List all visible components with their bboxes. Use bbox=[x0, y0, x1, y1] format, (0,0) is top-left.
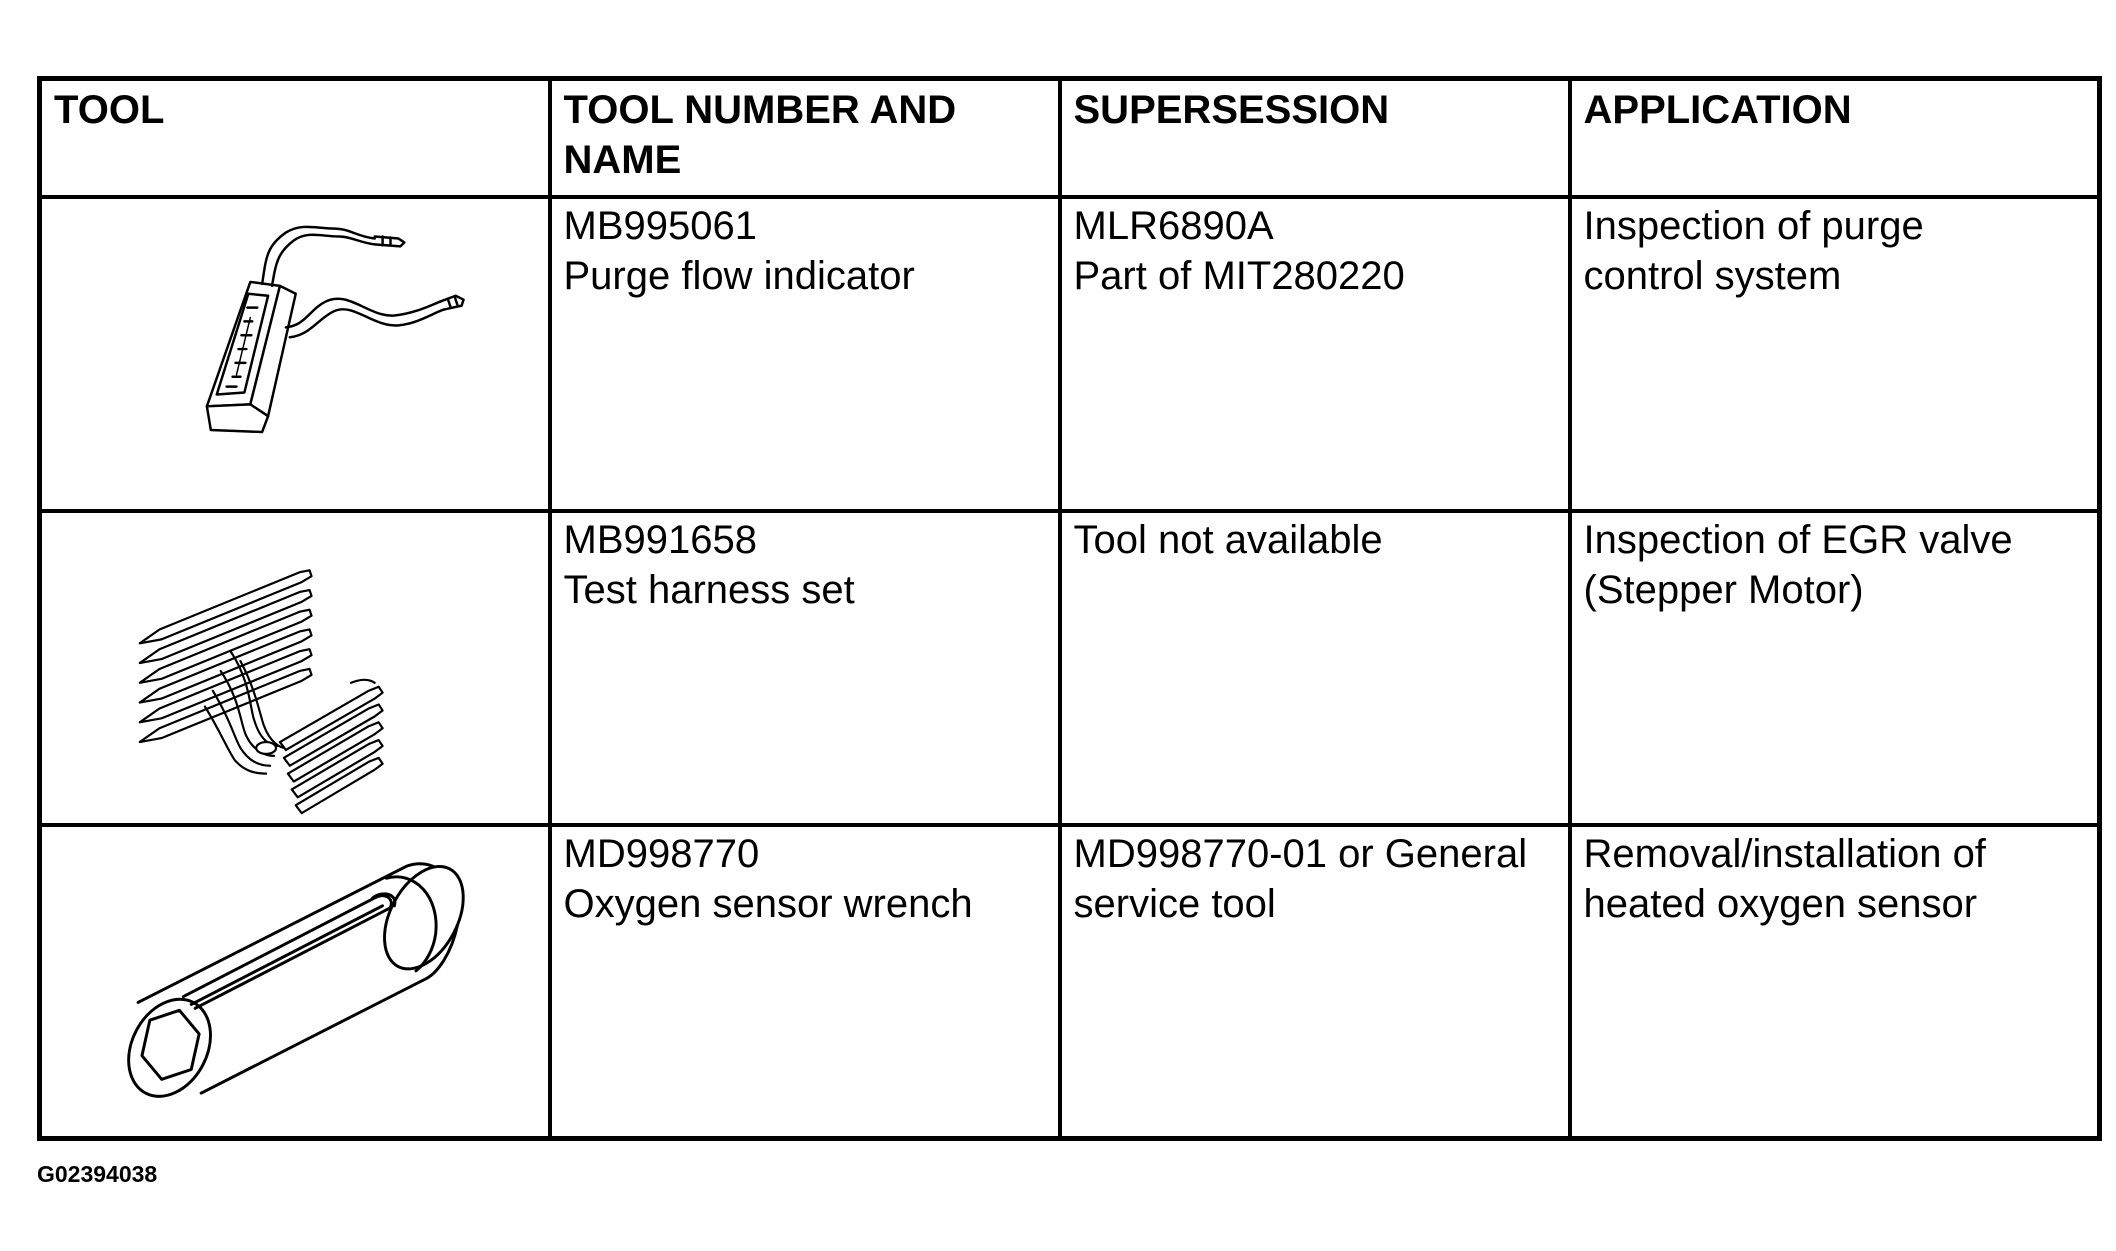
application-cell bbox=[1570, 825, 2100, 1139]
table-row bbox=[40, 511, 2100, 825]
special-tools-table bbox=[37, 76, 2102, 1141]
tool-number-and-name-cell bbox=[550, 197, 1060, 511]
tool-name: Test harness set bbox=[563, 567, 855, 612]
test-harness-set-icon bbox=[42, 513, 548, 823]
tool-number-and-name-cell bbox=[550, 511, 1060, 825]
header-row bbox=[40, 79, 2100, 197]
purge-flow-indicator-icon bbox=[42, 199, 548, 509]
tool-image-cell bbox=[40, 825, 550, 1139]
supersession-line: Part of MIT280220 bbox=[1073, 253, 1405, 298]
tool-number-and-name-cell bbox=[550, 825, 1060, 1139]
application-line: control system bbox=[1583, 253, 1842, 298]
oxygen-sensor-wrench-icon bbox=[42, 827, 548, 1137]
header-tool-number-and-name: TOOL NUMBER AND NAME bbox=[550, 79, 1060, 197]
header-supersession: SUPERSESSION bbox=[1060, 79, 1570, 197]
application-cell bbox=[1570, 197, 2100, 511]
supersession-line: Tool not available bbox=[1073, 517, 1383, 562]
tool-image-cell bbox=[40, 511, 550, 825]
supersession-cell bbox=[1060, 197, 1570, 511]
tool-number: MD998770 bbox=[563, 831, 760, 876]
tool-number: MB995061 bbox=[563, 203, 757, 248]
application-line: heated oxygen sensor bbox=[1583, 881, 1978, 926]
tool-name: Oxygen sensor wrench bbox=[563, 881, 973, 926]
table-row bbox=[40, 825, 2100, 1139]
supersession-line: MD998770-01 or General bbox=[1073, 831, 1528, 876]
supersession-line: service tool bbox=[1073, 881, 1276, 926]
tool-number: MB991658 bbox=[563, 517, 757, 562]
application-line: Inspection of purge bbox=[1583, 203, 1924, 248]
application-line: Removal/installation of bbox=[1583, 831, 1986, 876]
tool-name: Purge flow indicator bbox=[563, 253, 915, 298]
figure-id: G02394038 bbox=[37, 1161, 158, 1187]
application-cell bbox=[1570, 511, 2100, 825]
supersession-cell bbox=[1060, 511, 1570, 825]
table-row bbox=[40, 197, 2100, 511]
header-tool: TOOL bbox=[40, 79, 550, 197]
header-application: APPLICATION bbox=[1570, 79, 2100, 197]
tool-image-cell bbox=[40, 197, 550, 511]
application-line: (Stepper Motor) bbox=[1583, 567, 1864, 612]
supersession-line: MLR6890A bbox=[1073, 203, 1274, 248]
supersession-cell bbox=[1060, 825, 1570, 1139]
application-line: Inspection of EGR valve bbox=[1583, 517, 2013, 562]
